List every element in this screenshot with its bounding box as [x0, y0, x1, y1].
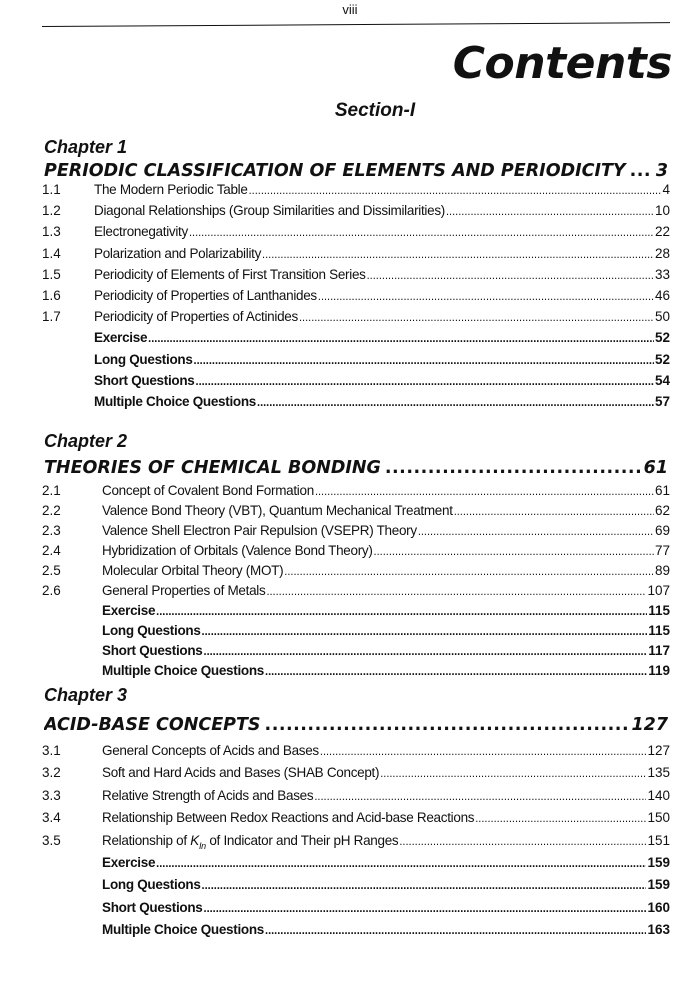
entry-page: 22	[654, 224, 670, 240]
entry-page: 89	[654, 562, 670, 579]
toc-entry[interactable]	[42, 483, 670, 499]
entry-page: 163	[647, 921, 670, 938]
dot-leader	[320, 743, 647, 759]
entry-page: 52	[654, 351, 670, 367]
toc-entry[interactable]	[42, 523, 670, 539]
toc-entry[interactable]	[42, 203, 670, 219]
dot-leader	[265, 922, 646, 938]
entry-title: Long Questions	[102, 877, 201, 893]
entry-number: 2.2	[42, 502, 61, 519]
chapter-title: PERIODIC CLASSIFICATION OF ELEMENTS AND PERIODICITY	[44, 161, 626, 181]
entry-page: 50	[654, 308, 670, 325]
entry-title: Concept of Covalent Bond Formation	[102, 482, 314, 499]
dot-leader	[249, 182, 662, 198]
entry-page: 52	[654, 330, 670, 346]
dot-leader	[202, 623, 648, 639]
entry-title: The Modern Periodic Table	[94, 181, 248, 198]
chapter-label: Chapter 2	[44, 431, 128, 451]
entry-page: 10	[654, 202, 670, 219]
dot-leader	[257, 394, 654, 410]
toc-entry[interactable]	[42, 743, 670, 759]
dot-leader	[367, 266, 654, 282]
entry-page: 28	[654, 245, 670, 261]
entry-page: 119	[648, 662, 670, 679]
toc-entry[interactable]	[42, 543, 670, 559]
page-title: Contents	[452, 38, 672, 89]
entry-title: Periodicity of Properties of Lanthanides	[94, 287, 317, 304]
header-rule	[42, 22, 670, 27]
entry-title: Valence Shell Electron Pair Repulsion (VSEPR) Theory	[102, 522, 417, 539]
k-subscript: In	[198, 840, 206, 851]
toc-entry[interactable]	[42, 765, 670, 781]
entry-title: Multiple Choice Questions	[94, 393, 257, 410]
dot-leader	[148, 330, 654, 346]
entry-title: Long Questions	[102, 622, 201, 639]
entry-number: 1.2	[42, 202, 61, 219]
entry-number: 1.1	[42, 181, 61, 198]
entry-number: 2.4	[42, 542, 61, 559]
entry-title-part: of Indicator and Their pH Ranges	[205, 832, 399, 848]
toc-entry[interactable]	[42, 288, 670, 304]
toc-entry[interactable]	[42, 224, 670, 240]
entry-title: Molecular Orbital Theory (MOT)	[102, 562, 284, 579]
chapter-title-row[interactable]	[44, 161, 668, 181]
chapter-label: Chapter 1	[44, 137, 128, 157]
entry-title: Relative Strength of Acids and Bases	[102, 787, 314, 804]
dot-leader	[265, 715, 628, 735]
entry-number: 1.3	[42, 224, 61, 240]
entry-number: 2.6	[42, 582, 61, 599]
page-number: viii	[342, 2, 358, 17]
chapter-title: ACID-BASE CONCEPTS	[44, 715, 261, 735]
dot-leader	[299, 309, 654, 325]
entry-number: 3.4	[42, 809, 61, 826]
dot-leader	[189, 224, 654, 240]
entry-title: Hybridization of Orbitals (Valence Bond Theory)	[102, 542, 373, 559]
dot-leader	[630, 161, 652, 181]
entry-page: 115	[648, 602, 670, 619]
toc-entry[interactable]	[42, 563, 670, 579]
entry-number: 1.4	[42, 245, 61, 261]
entry-page: 61	[654, 482, 670, 499]
entry-page: 4	[662, 181, 670, 198]
dot-leader	[314, 787, 646, 803]
chapter-title-row[interactable]	[44, 458, 668, 478]
toc-entry[interactable]	[42, 583, 670, 599]
entry-title	[102, 832, 398, 851]
entry-page: 160	[647, 899, 670, 916]
entry-title: Electronegativity	[94, 224, 188, 240]
chapter-page: 3	[655, 161, 668, 181]
entry-title: General Concepts of Acids and Bases	[102, 742, 319, 759]
toc-entry[interactable]	[42, 372, 670, 388]
entry-page: 127	[647, 742, 670, 759]
toc-entry[interactable]	[42, 877, 670, 893]
entry-title: Long Questions	[94, 351, 193, 367]
chapter-page: 61	[643, 458, 668, 478]
entry-page: 159	[647, 854, 670, 871]
entry-title: Diagonal Relationships (Group Similarities and Dissimilarities)	[94, 202, 445, 219]
entry-number: 2.3	[42, 522, 61, 539]
entry-title-part: Relationship of	[102, 832, 191, 848]
entry-page: 69	[654, 522, 670, 539]
dot-leader	[454, 503, 654, 519]
entry-number: 3.2	[42, 765, 61, 781]
entry-page: 115	[648, 622, 670, 639]
toc-entry[interactable]	[42, 351, 670, 367]
entry-page: 54	[654, 372, 670, 389]
dot-leader	[194, 351, 654, 367]
dot-leader	[265, 663, 647, 679]
entry-title: Exercise	[94, 330, 148, 346]
entry-page: 140	[647, 787, 670, 804]
dot-leader	[399, 832, 646, 848]
toc-entry[interactable]	[42, 643, 670, 659]
dot-leader	[446, 203, 654, 219]
entry-number: 1.7	[42, 308, 61, 325]
dot-leader	[156, 603, 647, 619]
entry-page: 151	[647, 832, 670, 848]
entry-title: Multiple Choice Questions	[102, 921, 265, 938]
entry-number: 2.1	[42, 482, 61, 499]
toc-entry[interactable]	[42, 922, 670, 938]
toc-entry[interactable]	[42, 394, 670, 410]
toc-entry[interactable]	[42, 623, 670, 639]
toc-entry[interactable]	[42, 899, 670, 915]
dot-leader	[266, 583, 646, 599]
section-heading	[0, 100, 700, 122]
dot-leader	[204, 643, 648, 659]
chapter-label: Chapter 3	[44, 685, 128, 705]
dot-leader	[475, 810, 646, 826]
k-symbol: K	[190, 832, 199, 848]
entry-title: Exercise	[102, 602, 156, 619]
section-label: Section-I	[334, 100, 416, 121]
entry-page: 57	[654, 393, 670, 410]
chapter-page: 127	[631, 715, 668, 735]
dot-leader	[284, 563, 654, 579]
toc-entry[interactable]	[42, 810, 670, 826]
toc-entry[interactable]	[42, 330, 670, 346]
dot-leader	[374, 543, 654, 559]
entry-page: 33	[654, 266, 670, 283]
dot-leader	[196, 372, 654, 388]
entry-number: 3.1	[42, 742, 61, 759]
toc-entry[interactable]	[42, 663, 670, 679]
entry-title: Relationship Between Redox Reactions and Acid-base Reactions	[102, 809, 475, 826]
entry-page: 159	[647, 877, 670, 893]
entry-number: 3.3	[42, 787, 61, 804]
entry-number: 1.6	[42, 287, 61, 304]
dot-leader	[318, 288, 654, 304]
entry-title: Exercise	[102, 854, 156, 871]
entry-title: Short Questions	[102, 899, 203, 916]
dot-leader	[156, 855, 646, 871]
entry-page: 77	[654, 542, 670, 559]
dot-leader	[262, 245, 654, 261]
entry-title: Short Questions	[94, 372, 195, 389]
entry-number: 2.5	[42, 562, 61, 579]
dot-leader	[380, 765, 646, 781]
dot-leader	[315, 483, 654, 499]
toc-entry[interactable]	[42, 182, 670, 198]
toc-entry[interactable]	[42, 266, 670, 282]
toc-entry[interactable]	[42, 787, 670, 803]
dot-leader	[385, 458, 640, 478]
chapter-title: THEORIES OF CHEMICAL BONDING	[44, 458, 381, 478]
entry-title: Multiple Choice Questions	[102, 662, 265, 679]
entry-page: 46	[654, 287, 670, 304]
entry-title: Soft and Hard Acids and Bases (SHAB Concept)	[102, 765, 380, 781]
dot-leader	[204, 899, 647, 915]
toc-entry[interactable]	[42, 832, 670, 851]
entry-page: 62	[654, 502, 670, 519]
toc-entry[interactable]	[42, 503, 670, 519]
entry-title: Polarization and Polarizability	[94, 245, 262, 261]
entry-page: 150	[647, 809, 670, 826]
dot-leader	[418, 523, 654, 539]
entry-number: 1.5	[42, 266, 61, 283]
entry-page: 117	[648, 642, 670, 659]
toc-entry[interactable]	[42, 603, 670, 619]
chapter-title-row[interactable]	[44, 715, 668, 735]
entry-number: 3.5	[42, 832, 61, 848]
entry-title: Valence Bond Theory (VBT), Quantum Mechanical Treatment	[102, 502, 453, 519]
entry-title: Short Questions	[102, 642, 203, 659]
entry-title: General Properties of Metals	[102, 582, 266, 599]
toc-entry[interactable]	[42, 245, 670, 261]
entry-title: Periodicity of Elements of First Transition Series	[94, 266, 366, 283]
entry-title: Periodicity of Properties of Actinides	[94, 308, 298, 325]
toc-entry[interactable]	[42, 855, 670, 871]
toc-entry[interactable]	[42, 309, 670, 325]
entry-page: 107	[647, 582, 670, 599]
entry-page: 135	[647, 765, 670, 781]
dot-leader	[202, 877, 647, 893]
